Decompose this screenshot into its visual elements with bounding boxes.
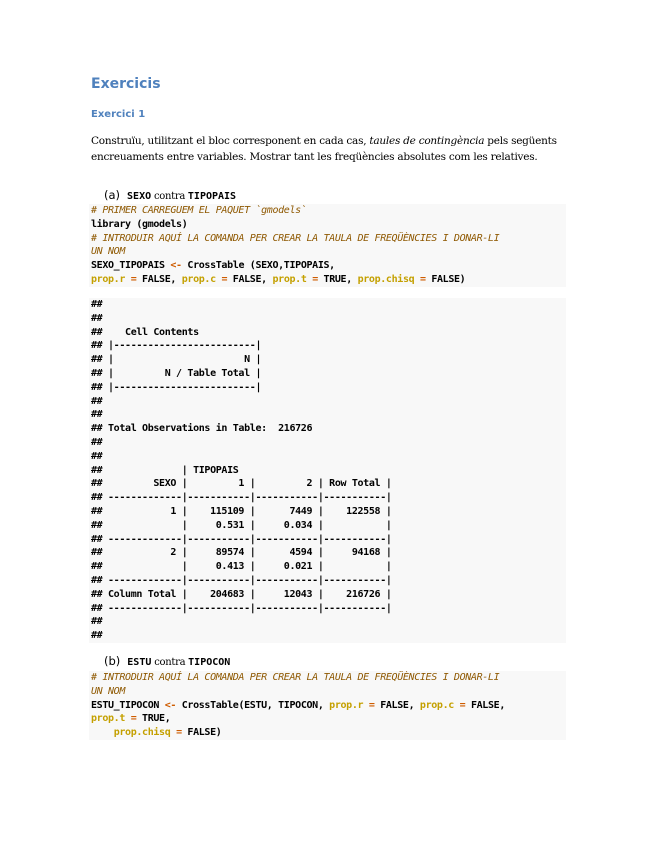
code-assign-op: <- [170, 260, 182, 272]
code-arg-sep: , [346, 273, 358, 285]
output-line: ## |-------------------------| [91, 381, 262, 393]
output-line: ## [91, 395, 103, 407]
output-line: ## [91, 436, 103, 448]
code-arg-eq: = [363, 699, 381, 711]
output-line: ## Total Observations in Table: 216726 [91, 423, 313, 435]
code-arg-eq: = [170, 727, 188, 739]
output-line: ## [91, 299, 103, 310]
code-arg-sep: , [170, 273, 182, 285]
code-indent [91, 727, 114, 738]
code-arg-sep: ) [215, 727, 222, 739]
output-line: ## -------------|-----------|-----------|-----------| [91, 492, 392, 504]
output-line: ## Cell Contents [91, 326, 199, 338]
code-arg-eq: = [306, 273, 324, 285]
intro-italic: taules de contingència [369, 135, 485, 147]
code-assign-op: <- [164, 699, 177, 711]
code-arg-val: FALSE [431, 273, 460, 285]
output-line: ## | TIPOPAIS [91, 464, 239, 476]
output-line: ## | N | [91, 354, 262, 366]
output-line: ## -------------|-----------|-----------|-----------| [91, 602, 392, 614]
item-a-word: contra [151, 191, 188, 202]
code-arg-name: prop.r [329, 699, 364, 711]
code-arg-name: prop.c [181, 273, 216, 285]
code-arg-eq: = [453, 699, 471, 711]
item-b-label [104, 654, 230, 668]
output-line: ## [91, 312, 103, 324]
code-comment: UN NOM [91, 246, 126, 258]
output-line: ## Column Total | 204683 | 12043 | 216726 | [91, 588, 392, 600]
code-arg-name: prop.chisq [113, 727, 171, 739]
code-assign-rhs: CrossTable(ESTU, TIPOCON, [176, 699, 330, 711]
code-arg-eq: = [215, 273, 233, 285]
code-arg-eq: = [125, 273, 143, 285]
output-line: ## SEXO | 1 | 2 | Row Total | [91, 478, 392, 490]
code-arg-name: prop.chisq [357, 273, 415, 285]
code-arg-val: TRUE [142, 713, 165, 725]
output-line: ## 2 | 89574 | 4594 | 94168 | [91, 547, 392, 559]
code-comment: UN NOM [91, 685, 126, 697]
code-assign-rhs: CrossTable (SEXO,TIPOPAIS, [181, 260, 335, 272]
code-comment: # INTRODUIR AQUÍ LA COMANDA PER CREAR LA TAULA DE FREQÜÈNCIES I DONAR-LI [91, 672, 500, 683]
output-line: ## [91, 450, 103, 462]
code-assign-lhs: ESTU_TIPOCON [91, 699, 165, 711]
code-arg-sep: , [261, 273, 273, 285]
code-comment: # INTRODUIR AQUÍ LA COMANDA PER CREAR LA TAULA DE FREQÜÈNCIES I DONAR-LI [91, 232, 500, 244]
code-block-b [89, 671, 566, 740]
output-line: ## [91, 616, 103, 628]
output-line: ## | 0.413 | 0.021 | | [91, 561, 392, 573]
exercise-instructions [91, 134, 561, 165]
code-arg-name: prop.t [272, 273, 307, 285]
item-a-label [104, 188, 236, 202]
code-arg-sep: , [164, 713, 171, 725]
output-line: ## | 0.531 | 0.034 | | [91, 519, 392, 531]
code-arg-name: prop.r [91, 273, 126, 285]
item-a-letter: (a) [104, 188, 121, 202]
code-arg-val: FALSE [187, 727, 216, 739]
code-arg-sep: , [408, 699, 420, 711]
code-arg-eq: = [125, 713, 143, 725]
code-arg-name: prop.t [91, 713, 126, 725]
code-arg-sep: ) [459, 273, 466, 285]
code-block-a [89, 204, 566, 287]
code-arg-val: FALSE [232, 273, 262, 285]
item-b-var2: TIPOCON [188, 657, 231, 668]
output-line: ## | N / Table Total | [91, 367, 262, 379]
crosstable-output [89, 298, 566, 643]
item-b-word: contra [151, 657, 189, 668]
output-line: ## -------------|-----------|-----------|-----------| [91, 533, 392, 545]
item-b-var1: ESTU [127, 657, 152, 668]
output-line: ## |-------------------------| [91, 340, 262, 352]
output-line: ## -------------|-----------|-----------|-----------| [91, 574, 392, 586]
code-arg-val: FALSE [380, 699, 409, 711]
code-arg-sep: , [499, 699, 505, 711]
output-block-a [89, 298, 566, 643]
item-a-var1: SEXO [127, 191, 152, 202]
code-arg-eq: = [414, 273, 432, 285]
section-heading: Exercicis [91, 76, 161, 92]
code-arg-name: prop.c [419, 699, 454, 711]
output-line: ## 1 | 115109 | 7449 | 122558 | [91, 505, 392, 517]
item-b-letter: (b) [104, 654, 121, 668]
code-comment: # PRIMER CARREGUEM EL PAQUET `gmodels` [91, 205, 307, 216]
code-line: library (gmodels) [91, 218, 188, 230]
intro-text-2: pels següents encreuaments entre variables. Mostrar tant les freqüències absolutes com les relatives. [91, 135, 557, 163]
item-a-var2: TIPOPAIS [187, 191, 237, 202]
code-assign-lhs: SEXO_TIPOPAIS [91, 260, 171, 272]
exercise-heading: Exercici 1 [91, 109, 146, 120]
output-line: ## [91, 409, 103, 421]
code-arg-val: FALSE [470, 699, 500, 711]
code-arg-val: FALSE [142, 273, 171, 285]
intro-text-1: Construïu, utilitzant el bloc corresponent en cada cas, [91, 135, 370, 147]
code-arg-val: TRUE [323, 273, 347, 285]
output-line: ## [91, 630, 103, 642]
